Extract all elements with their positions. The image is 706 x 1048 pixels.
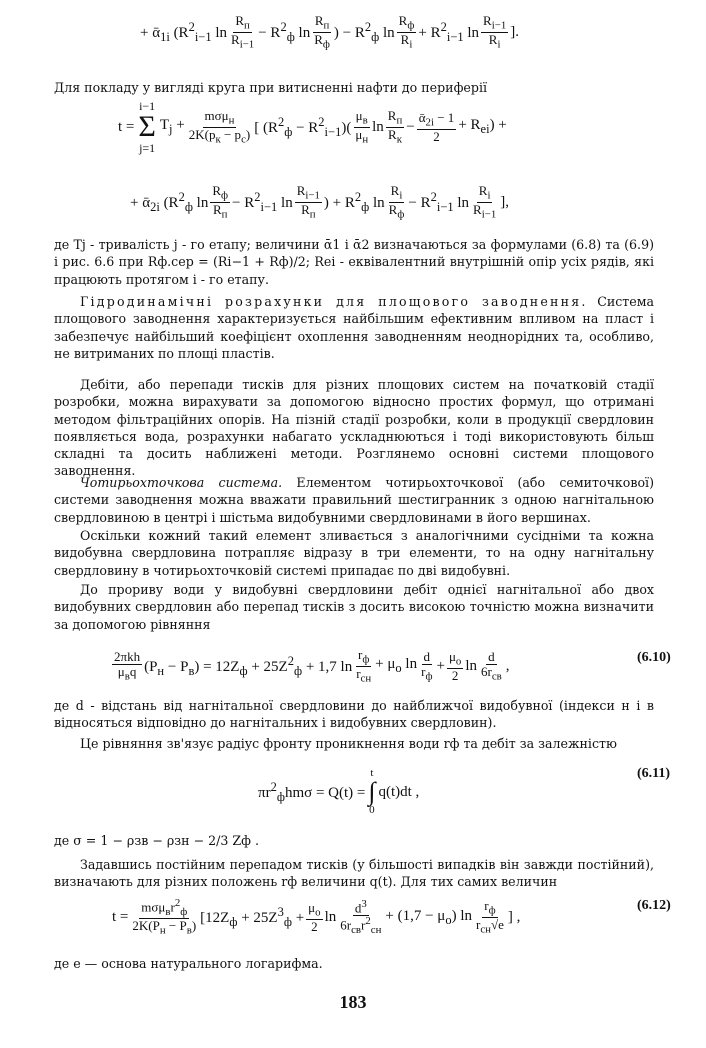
paragraph-given-pressure: Задавшись постійним перепадом тисків (у більшості випадків він завжди постійний), визначають для різних положень rф величини q(t). Для тих самих величин bbox=[54, 857, 654, 890]
paragraph-breakthrough: До прориву води у видобувні свердловини дебіт однієї нагнітальної або двох видобувних свердловин або перепад тисків з досить високою точністю можна визначити за допомогою рівняння bbox=[54, 582, 654, 632]
paragraph-each-element: Оскільки кожний такий елемент зливається з аналогічними сусідніми та кожна видобувна свердловина потрапляє відразу в три елементи, то на одну нагнітальну свердловину в чотирьохточковій системі припадає по дві видобувні. bbox=[54, 528, 654, 578]
equation-number-6-10: (6.10) bbox=[637, 650, 671, 665]
heading-hydrodynamic: Гідродинамічні розрахунки для площового заводнення. bbox=[80, 294, 588, 309]
paragraph-sigma: де σ = 1 − ρзв − ρзн − 2/3 Zф . bbox=[54, 833, 259, 848]
heading-four-point: Чотирьохточкова система. bbox=[80, 475, 283, 490]
paragraph-relates: Це рівняння зв'язує радіус фронту проникнення води rф та дебіт за залежністю bbox=[80, 736, 617, 751]
paragraph-hydrodynamic bbox=[54, 293, 654, 362]
paragraph-where-tj: де Tj - тривалість j - го етапу; величини ᾱ1 і ᾱ2 визначаються за формулами (6.8) та (6.9) і рис. 6.6 при Rф.сер = (Ri−1 + Rф)/2; Rеі - еквівалентний внутрішній опір усіх рядів, які працюють протягом i - го етапу. bbox=[54, 237, 654, 287]
paragraph-circle-intro: Для покладу у вигляді круга при витисненні нафти до периферії bbox=[54, 80, 487, 95]
equation-top-continuation: + ᾱ$_{1i}$ ($R^2_{i-1}$ ln $\frac{R_п}{R_{i-1}}$ − $R^2_ф$ ln $\frac{R_п}{R_ф}$ ) − $R^2_ф$ ln $\frac{R_ф}{R_i}$ + $R^2_{i-1}$ ln $\frac{R_{i-1}}{R_i}$ ]. bbox=[140, 13, 519, 51]
paragraph-hydrodynamic-body: Система площового заводнення характеризується найбільшим ефективним впливом на пласт і забезпечує найбільший коефіцієнт охоплення заводненням неоднорідних та, особливо, не витриманих по площі пластів. bbox=[54, 294, 654, 361]
paragraph-four-point bbox=[54, 474, 654, 526]
equation-circle-line2: + ᾱ$_{2i}$ ($R^2_ф$ ln $\frac{R_ф}{R_п}$ − $R^2_{i-1}$ ln $\frac{R_{i-1}}{R_п}$ ) + $R^2_ф$ ln $\frac{R_i}{R_ф}$ − $R^2_{i-1}$ ln $\frac{R_i}{R_{i-1}}$ ], bbox=[130, 183, 509, 221]
paragraph-where-d: де d - відстань від нагнітальної свердловини до найближчої видобувної (індекси н і в відносяться відповідно до нагнітальних і видобувних свердловин). bbox=[54, 698, 654, 731]
page-number: 183 bbox=[339, 992, 367, 1012]
paragraph-four-point-body: Елементом чотирьохточкової (або семиточкової) системи заводнення можна вважати правильний шестигранник з одною нагнітальною свердловиною в центрі і шістьма видобувними свердловинами в його вершинах. bbox=[54, 475, 654, 525]
equation-number-6-11: (6.11) bbox=[637, 766, 671, 781]
equation-6-12: t = $\frac{m\sigma\mu_вr^2_ф}{2K(P_н - P_в)}$ [$12Z_ф + 25Z^3_ф$ + $\frac{\mu_о}{2}$ ln $\frac{d^3}{6r_{св}r^2_{сн}}$ + $(1,7 - \mu_о)$ ln $\frac{r_ф}{r_{сн}√e}$ ] , bbox=[112, 897, 521, 937]
equation-6-10: $\frac{\text{2πkh}}{\mu_вq}$ $(P_н - P_в) = 12Z_ф + 25Z^2_ф + 1,7$ ln $\frac{r_ф}{r_{сн}}$ + $\mu_о$ ln $\frac{d}{r_ф}$ + $\frac{\mu_о}{2}$ ln $\frac{d}{6r_{св}}$ , bbox=[114, 647, 510, 685]
equation-number-6-12: (6.12) bbox=[637, 898, 671, 913]
paragraph-e-definition: де e — основа натурального логарифма. bbox=[54, 956, 323, 971]
equation-circle-line1: t = i−1 Σ j=1 $T_j$ + $\frac{m\sigma\mu_н}{2K(p_к - p_с)}$ [ $(R^2_ф - R^2_{i-1})$( $\frac{\mu_в}{\mu_н}$ ln $\frac{R_п}{R_к}$ − $\frac{ᾱ_{2i} - 1}{2}$ + $R_{еі}$) + bbox=[118, 99, 507, 155]
equation-6-11: $\pi r^2_фhm\sigma = Q(t)$ = t ∫ 0 q(t)dt , bbox=[258, 767, 420, 816]
paragraph-debits: Дебіти, або перепади тисків для різних площових систем на початковій стадії розробки, можна вирахувати за допомогою відносно простих формул, що отримані методом фільтраційних опорів. На пізній стадії розробки, коли в продукції свердловин появляється вода, розрахунки набагато ускладнюються і тоді використовують більш складні та досить наближені методи. Розглянемо основні системи площового заводнення. bbox=[54, 377, 654, 479]
